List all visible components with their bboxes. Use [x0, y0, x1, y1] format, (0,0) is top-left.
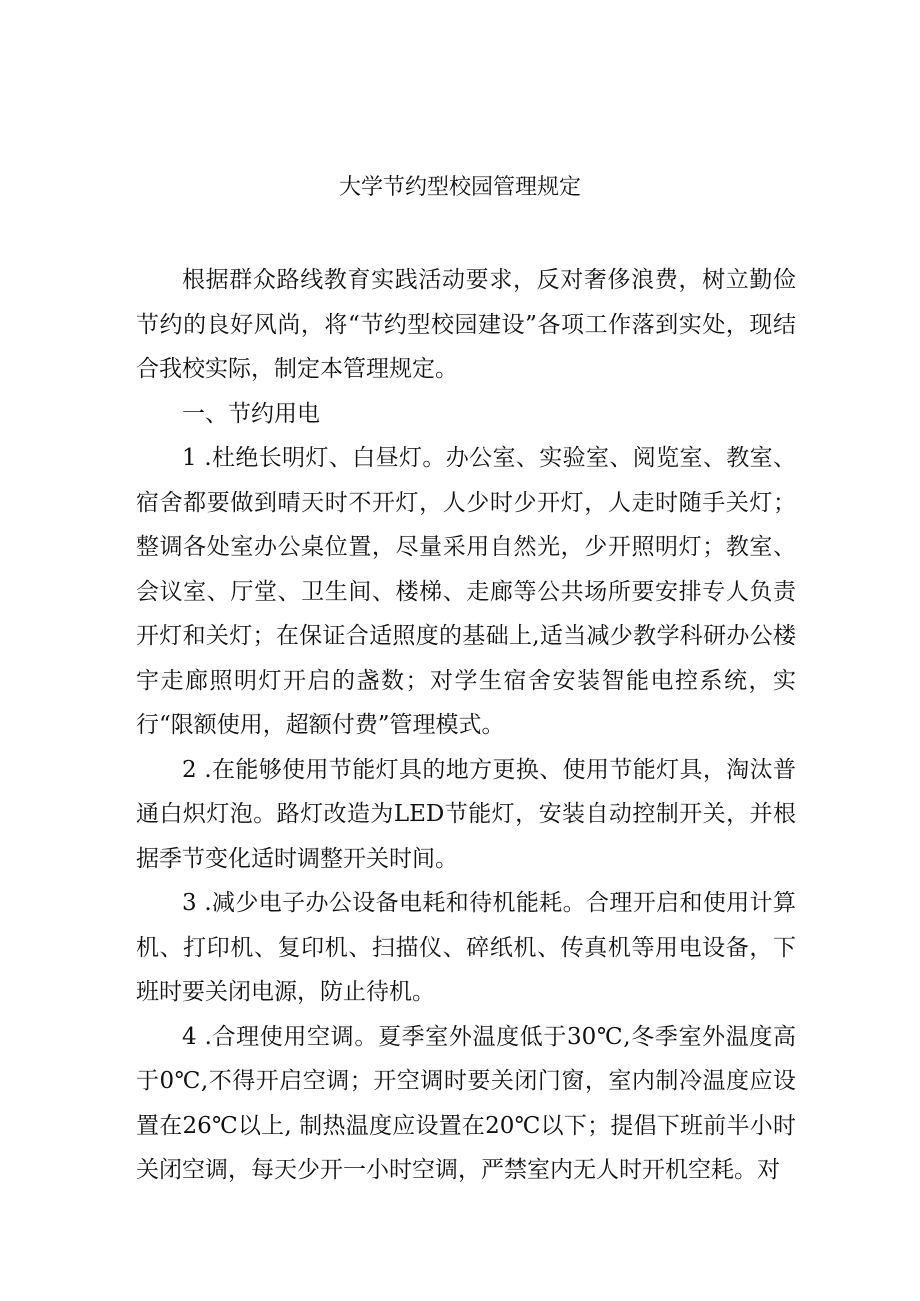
document-body — [136, 258, 796, 1193]
paragraph-item-2: 2 .在能够使用节能灯具的地方更换、使用节能灯具，淘汰普通白炽灯泡。路灯改造为LED节能灯，安装自动控制开关，并根据季节变化适时调整开关时间。 — [136, 756, 796, 872]
paragraph-item-4: 4 .合理使用空调。夏季室外温度低于30℃,冬季室外温度高于0℃,不得开启空调；开空调时要关闭门窗，室内制冷温度应设置在26℃以上, 制热温度应设置在20℃以下；提倡下班前半小时关闭空调，每天少开一小时空调，严禁室内无人时开机空耗。对 — [136, 1023, 796, 1183]
section-heading-electricity: 一、节约用电 — [182, 400, 320, 427]
document-title: 大学节约型校园管理规定 — [338, 175, 581, 200]
paragraph-item-3: 3 .减少电子办公设备电耗和待机能耗。合理开启和使用计算机、打印机、复印机、扫描仪、碎纸机、传真机等用电设备，下班时要关闭电源，防止待机。 — [136, 890, 796, 1005]
paragraph-item-1: 1 .杜绝长明灯、白昼灯。办公室、实验室、阅览室、教室、宿舍都要做到晴天时不开灯，人少时少开灯，人走时随手关灯；整调各处室办公桌位置，尽量采用自然光，少开照明灯；教室、会议室、厅堂、卫生间、楼梯、走廊等公共场所要安排专人负责开灯和关灯；在保证合适照度的基础上,适当减少教学科研办公楼宇走廊照明灯开启的盏数；对学生宿舍安装智能电控系统，实行“限额使用，超额付费”管理模式。 — [136, 445, 796, 738]
intro-paragraph: 根据群众路线教育实践活动要求，反对奢侈浪费，树立勤俭节约的良好风尚，将“节约型校园建设”各项工作落到实处，现结合我校实际，制定本管理规定。 — [136, 267, 796, 382]
